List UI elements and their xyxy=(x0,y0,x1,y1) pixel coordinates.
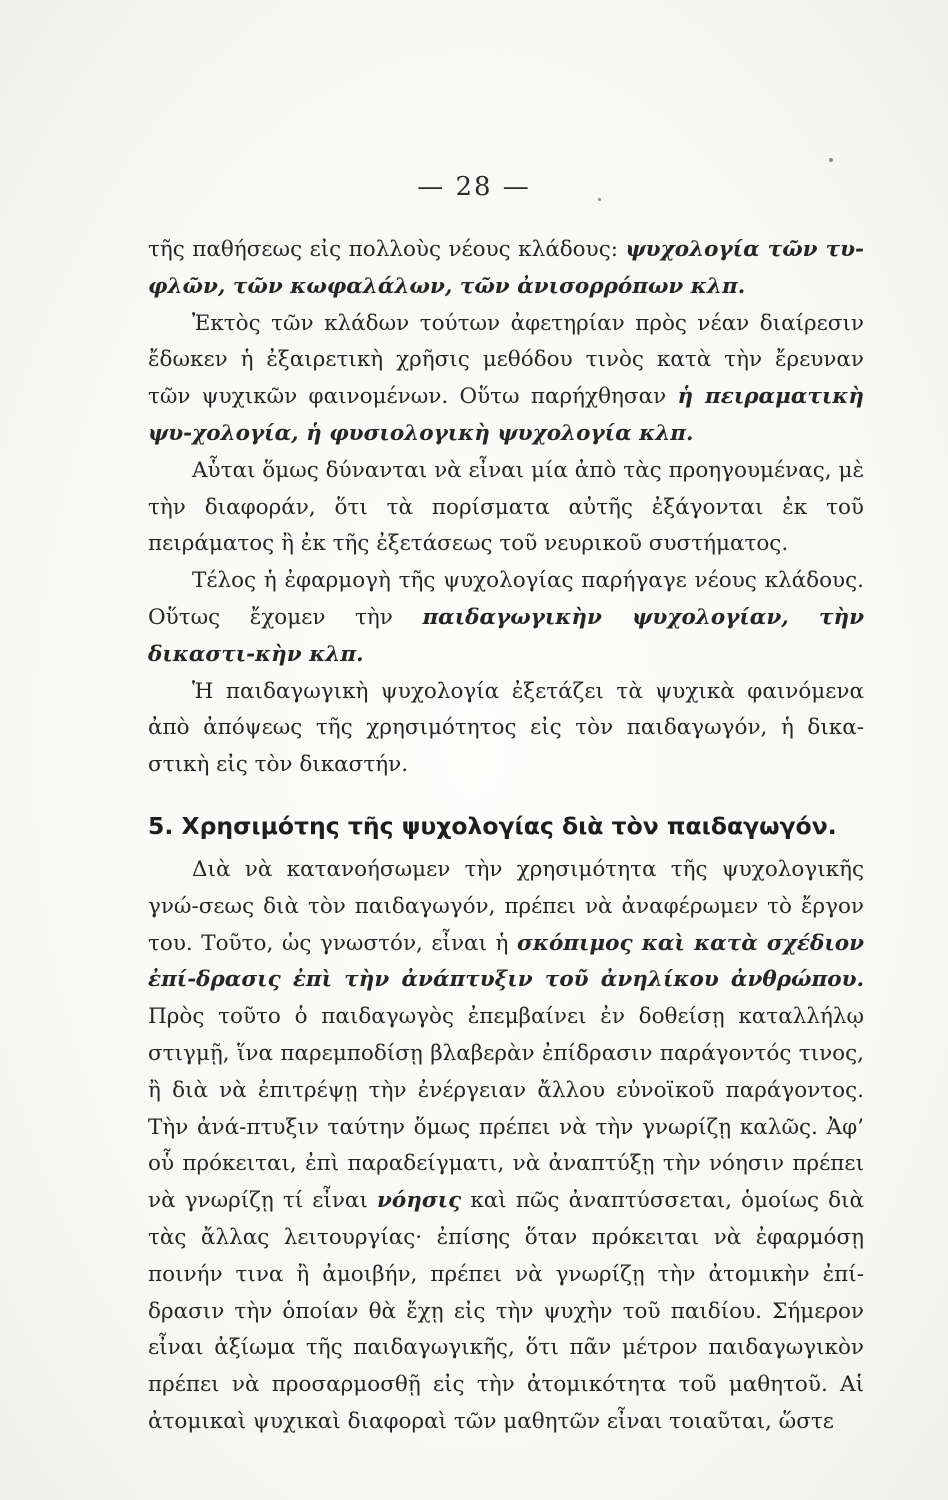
intro-paragraphs xyxy=(148,232,864,784)
paper-speck xyxy=(829,158,833,162)
page-number: — 28 — xyxy=(417,172,531,202)
section-paragraphs xyxy=(148,852,864,1441)
text-run: τῆς παθήσεως εἰς πολλοὺς νέους κλάδους: xyxy=(148,237,626,262)
text-run: Διὰ νὰ κατανοήσωμεν τὴν χρησιμότητα τῆς ψυχολογικῆς γνώ-σεως διὰ τὸν παιδαγωγόν, πρέπει νὰ ἀναφέρωμεν τὸ ἔργον του. Τοῦτο, ὡς γνωστόν, εἶναι ἡ xyxy=(148,856,864,956)
paragraph xyxy=(148,306,864,453)
text-run: Πρὸς τοῦτο ὁ παιδαγωγὸς ἐπεμβαίνει ἐν δοθείσῃ καταλλήλῳ στιγμῇ, ἵνα παρεμποδίσῃ βλαβερὰν ἐπίδρασιν παράγοντός τινος, ἢ διὰ νὰ ἐπιτρέψῃ τὴν ἐνέργειαν ἄλλου εὐνοϊκοῦ παράγοντος. Τὴν ἀνά-πτυξιν ταύτην ὅμως πρέπει νὰ τὴν γνωρίζῃ καλῶς. Ἀφ’ οὗ πρόκειται, ἐπὶ παραδείγματι, νὰ ἀναπτύξῃ τὴν νόησιν πρέπει νὰ γνωρίζῃ τί εἶναι xyxy=(148,1004,864,1214)
emphasized-text: ψυχολογία τῶν τυ-φλῶν, τῶν κωφαλάλων, τῶν ἀνισορρόπων κλπ. xyxy=(148,237,864,299)
body-text xyxy=(148,232,864,1441)
text-run: Ἡ παιδαγωγικὴ ψυχολογία ἐξετάζει τὰ ψυχικὰ φαινόμενα ἀπὸ ἀπόψεως τῆς χρησιμότητος εἰς τὸν παιδαγωγόν, ἡ δικα-στικὴ εἰς τὸν δικαστήν. xyxy=(148,678,864,778)
text-run: καὶ πῶς ἀναπτύσσεται, ὁμοίως διὰ τὰς ἄλλας λειτουργίας· ἐπίσης ὅταν πρόκειται νὰ ἐφαρμόσῃ ποινήν τινα ἢ ἀμοιβήν, πρέπει νὰ γνωρίζῃ τὴν ἀτομικὴν ἐπί-δρασιν τὴν ὁποίαν θὰ ἔχῃ εἰς τὴν ψυχὴν τοῦ παιδίου. Σήμερον εἶναι ἀξίωμα τῆς παιδαγωγικῆς, ὅτι πᾶν μέτρον παιδαγωγικὸν πρέπει νὰ προσαρμοσθῇ εἰς τὴν ἀτομικότητα τοῦ μαθητοῦ. Αἱ ἀτομικαὶ ψυχικαὶ διαφοραὶ τῶν μαθητῶν εἶναι τοιαῦται, ὥστε xyxy=(148,1188,864,1434)
text-run: Αὗται ὅμως δύνανται νὰ εἶναι μία ἀπὸ τὰς προηγουμένας, μὲ τὴν διαφοράν, ὅτι τὰ πορίσματα αὐτῆς ἐξάγονται ἐκ τοῦ πειράματος ἢ ἐκ τῆς ἐξετάσεως τοῦ νευρικοῦ συστήματος. xyxy=(148,457,864,557)
text-run: Τέλος ἡ ἐφαρμογὴ τῆς ψυχολογίας παρήγαγε νέους κλάδους. Οὕτως ἔχομεν τὴν xyxy=(148,568,864,630)
paragraph xyxy=(148,674,864,784)
paragraph xyxy=(148,232,864,306)
section-heading: 5. Χρησιμότης τῆς ψυχολογίας διὰ τὸν παιδαγωγόν. xyxy=(148,811,837,840)
text-run: Ἐκτὸς τῶν κλάδων τούτων ἀφετηρίαν πρὸς νέαν διαίρεσιν ἔδωκεν ἡ ἐξαιρετικὴ χρῆσις μεθόδου τινὸς κατὰ τὴν ἔρευναν τῶν ψυχικῶν φαινομένων. Οὕτω παρήχθησαν xyxy=(148,310,864,410)
paragraph xyxy=(148,852,864,1441)
paragraph xyxy=(148,563,864,673)
emphasized-text: σκόπιμος καὶ κατὰ σχέδιον ἐπί-δρασις ἐπὶ τὴν ἀνάπτυξιν τοῦ ἀνηλίκου ἀνθρώπου. xyxy=(148,930,864,993)
paragraph xyxy=(148,453,864,563)
emphasized-text: νόησις xyxy=(376,1188,462,1214)
emphasized-text: ἡ πειραματικὴ ψυ-χολογία, ἡ φυσιολογικὴ ψυχολογία κλπ. xyxy=(148,384,864,446)
emphasized-text: παιδαγωγικὴν ψυχολογίαν, τὴν δικαστι-κὴν κλπ. xyxy=(148,604,864,667)
